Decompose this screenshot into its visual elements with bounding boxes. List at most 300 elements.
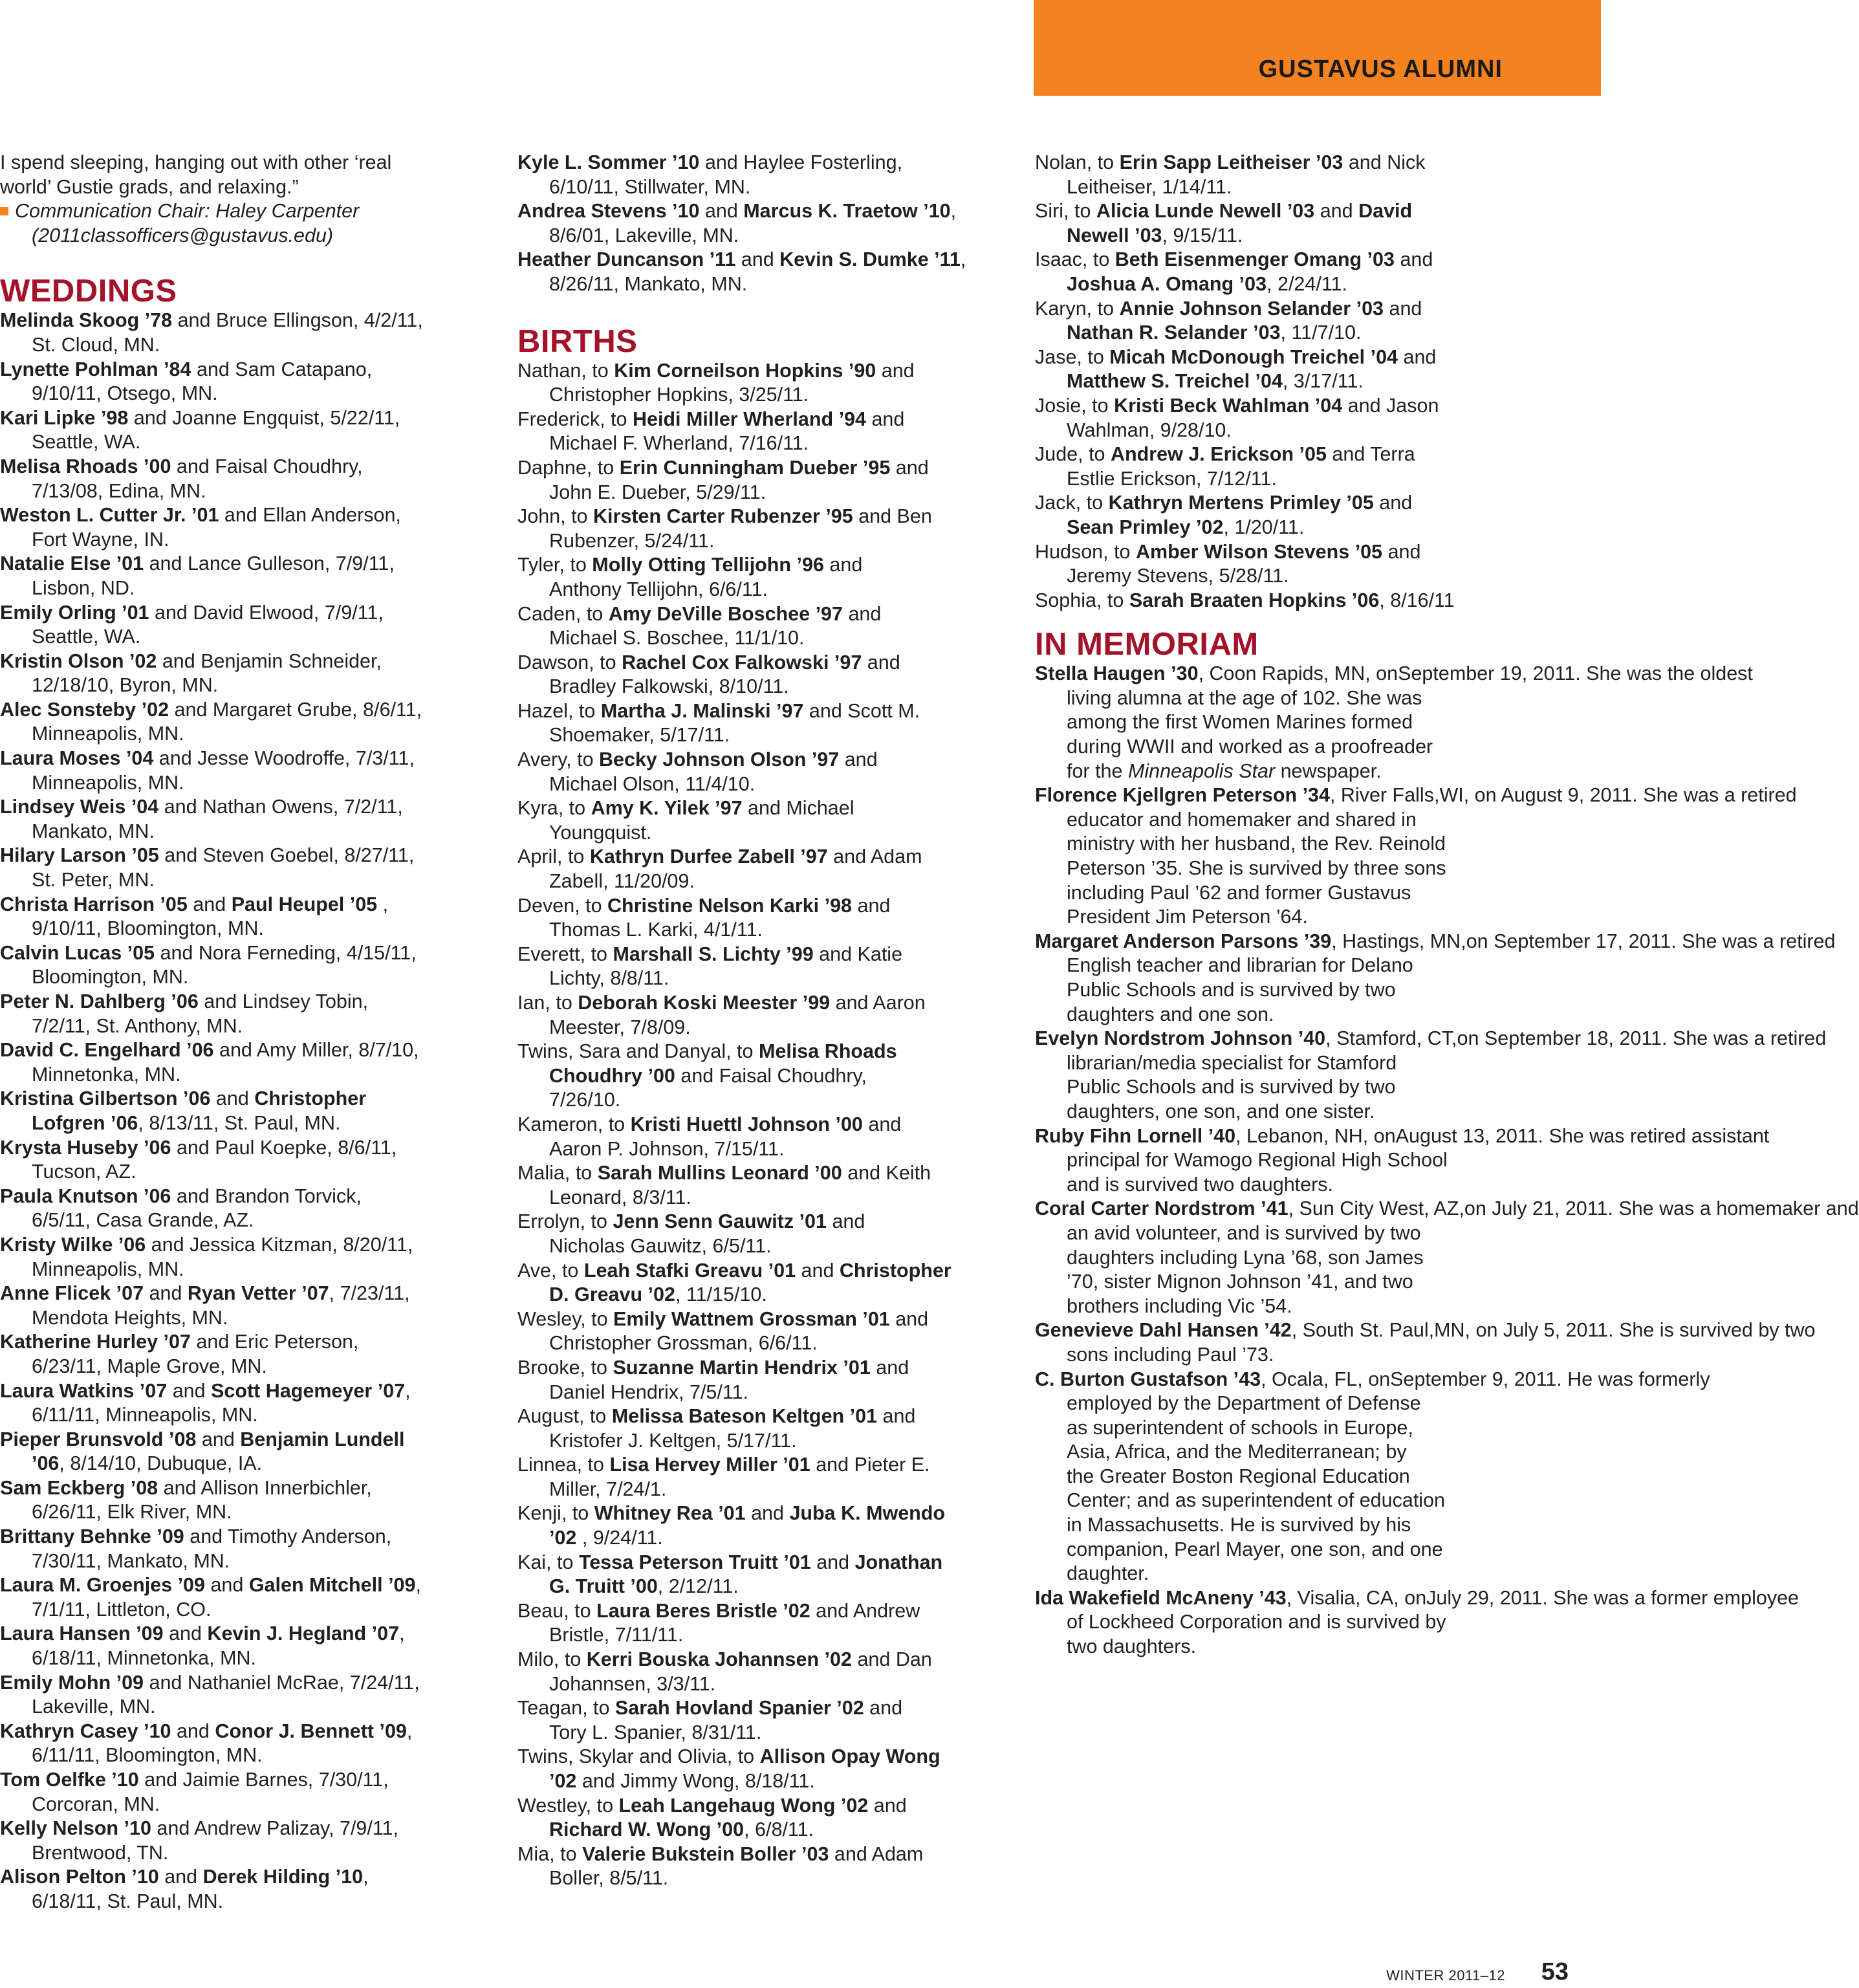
memoriam-entry — [1035, 1027, 1827, 1124]
birth-entry — [517, 505, 1028, 553]
entry-text: Shoemaker, 5/17/11. — [549, 724, 730, 747]
entry-text: John E. Dueber, 5/29/11. — [549, 481, 766, 503]
alumni-name: Kristi Beck Wahlman ’04 — [1114, 394, 1343, 417]
wedding-entry — [517, 151, 1028, 199]
birth-entry — [517, 553, 1028, 602]
memoriam-entry — [1035, 1318, 1816, 1367]
entry-text: 6/11/11, Minneapolis, MN. — [32, 1404, 258, 1426]
wedding-entry — [0, 990, 492, 1038]
alumni-name: Tom Oelfke ’10 — [0, 1769, 139, 1791]
weddings-list — [0, 309, 492, 1914]
entry-text: Lichty, 8/8/11. — [549, 967, 669, 990]
entry-prefix: Josie, to — [1035, 394, 1114, 417]
alumni-name: ’02 — [549, 1527, 577, 1549]
entry-prefix: Kenji, to — [517, 1502, 594, 1525]
entry-text: and Eric Peterson, — [190, 1331, 359, 1353]
entry-prefix: Everett, to — [517, 943, 613, 965]
entry-prefix: Tyler, to — [517, 554, 592, 576]
wedding-entry — [0, 1525, 492, 1573]
entry-text: Seattle, WA. — [32, 626, 141, 648]
alumni-name: Melisa Rhoads ’00 — [0, 455, 171, 477]
entry-text: , 6/8/11. — [744, 1819, 814, 1841]
entry-text: , — [399, 1622, 405, 1645]
birth-entry — [517, 748, 1028, 796]
entry-text: , 9/24/11. — [576, 1527, 663, 1549]
entry-prefix: Jase, to — [1035, 345, 1110, 368]
entry-text: and — [1382, 540, 1421, 563]
intro-line: world’ Gustie grads, and relaxing.” — [0, 175, 299, 198]
entry-text: , 11/7/10. — [1280, 322, 1362, 344]
alumni-name: Allison Opay Wong — [759, 1745, 940, 1768]
birth-entry — [517, 1113, 1028, 1161]
entry-text: 8/6/01, Lakeville, MN. — [549, 224, 739, 246]
entry-text: , — [960, 248, 966, 271]
entry-text: and Faisal Choudhry, — [171, 455, 363, 477]
entry-text: and — [196, 1428, 241, 1450]
entry-text: St. Cloud, MN. — [32, 333, 160, 356]
entry-text: , — [415, 1574, 421, 1597]
entry-text: Corcoran, MN. — [32, 1793, 160, 1815]
wedding-entry — [0, 795, 492, 844]
entry-text: , Lebanon, NH, on — [1235, 1124, 1396, 1147]
entry-text: and — [864, 1697, 903, 1720]
entry-prefix: Milo, to — [517, 1648, 587, 1671]
wedding-entry — [0, 941, 492, 990]
entry-text: and Allison Innerbichler, — [158, 1476, 372, 1499]
entry-prefix: Mia, to — [517, 1842, 583, 1865]
entry-text: 7/26/10. — [549, 1089, 621, 1111]
birth-entry — [1035, 199, 1578, 248]
entry-text: Michael Olson, 11/4/10. — [549, 772, 756, 795]
entry-text: and Adam — [829, 1842, 924, 1865]
wedding-entry — [0, 698, 492, 747]
entry-prefix: Daphne, to — [517, 456, 620, 479]
contact-name: Communication Chair: Haley Carpenter — [15, 200, 360, 223]
entry-text: companion, Pearl Mayer, one son, and one — [1067, 1538, 1443, 1560]
birth-entry — [517, 1259, 1028, 1307]
alumni-name: Erin Sapp Leitheiser ’03 — [1119, 151, 1343, 173]
entry-text: , South St. Paul, — [1291, 1319, 1435, 1342]
wedding-entry — [0, 1428, 492, 1476]
entry-text: and — [865, 408, 905, 430]
birth-entry — [1035, 589, 1578, 613]
weddings-list-continued — [517, 151, 1028, 297]
alumni-name: Erin Cunningham Dueber ’95 — [619, 456, 891, 479]
alumni-name: Amber Wilson Stevens ’05 — [1136, 540, 1383, 563]
alumni-name: Sarah Hovland Spanier ’02 — [614, 1697, 864, 1720]
alumni-name: Alison Pelton ’10 — [0, 1866, 159, 1888]
entry-text: and — [1373, 492, 1413, 514]
alumni-name: Kathryn Casey ’10 — [0, 1720, 171, 1742]
birth-entry — [517, 602, 1028, 651]
entry-text: 9/10/11, Bloomington, MN. — [32, 917, 264, 940]
entry-text: , 9/15/11. — [1162, 224, 1243, 246]
entry-text: on July 21, 2011. She was a homemaker and — [1464, 1197, 1859, 1220]
entry-text: and Katie — [813, 943, 903, 965]
entry-text: librarian/media specialist for Stamford — [1067, 1051, 1397, 1074]
entry-text: and Michael — [742, 797, 854, 820]
alumni-name: G. Truitt ’00 — [549, 1575, 658, 1598]
wedding-entry — [0, 503, 492, 552]
entry-text: , 3/17/11. — [1282, 370, 1364, 393]
entry-text: Thomas L. Karki, 4/1/11. — [549, 919, 763, 941]
wedding-entry — [517, 199, 1028, 248]
alumni-name: Kathryn Mertens Primley ’05 — [1108, 492, 1374, 514]
entry-text: and Haylee Fosterling, — [699, 151, 903, 173]
entry-text: Mankato, MN. — [32, 820, 155, 842]
birth-entry — [517, 1453, 1028, 1502]
birth-entry — [517, 699, 1028, 748]
alumni-name: Amy K. Yilek ’97 — [591, 797, 743, 820]
entry-text: , Hastings, MN, — [1331, 930, 1466, 952]
issue-label: WINTER 2011–12 — [1386, 1967, 1505, 1983]
alumni-name: Calvin Lucas ’05 — [0, 941, 155, 964]
entry-text: daughters and one son. — [1067, 1003, 1274, 1025]
page-number: 53 — [1541, 1958, 1569, 1985]
alumni-name: Christa Harrison ’05 — [0, 893, 188, 915]
alumni-name: Florence Kjellgren Peterson ’34 — [1035, 784, 1330, 807]
entry-text: and Bruce Ellingson, 4/2/11, — [172, 309, 423, 332]
wedding-entry — [0, 1865, 492, 1914]
entry-text: the Greater Boston Regional Education — [1067, 1465, 1410, 1487]
entry-text: Aaron P. Johnson, 7/15/11. — [549, 1137, 785, 1160]
entry-prefix: Dawson, to — [517, 651, 622, 673]
entry-text: , 8/14/10, Dubuque, IA. — [59, 1452, 263, 1475]
entry-prefix: Sophia, to — [1035, 589, 1129, 611]
entry-text: MN, on July 5, 2011. She is survived by two — [1434, 1319, 1816, 1342]
alumni-name: Becky Johnson Olson ’97 — [599, 748, 840, 771]
entry-text: Estlie Erickson, 7/12/11. — [1067, 467, 1277, 490]
entry-prefix: Teagan, to — [517, 1697, 615, 1720]
entry-prefix: Kameron, to — [517, 1113, 631, 1135]
intro-text — [0, 151, 492, 199]
entry-text: and — [823, 554, 863, 576]
birth-entry — [517, 1696, 1028, 1745]
alumni-name: Natalie Else ’01 — [0, 552, 144, 575]
memoriam-entry — [1035, 1124, 1770, 1197]
entry-text: 6/23/11, Maple Grove, MN. — [32, 1355, 267, 1377]
entry-text: and Dan — [851, 1648, 932, 1671]
entry-text: 9/10/11, Otsego, MN. — [32, 382, 218, 405]
entry-prefix: August, to — [517, 1405, 612, 1428]
alumni-name: Kari Lipke ’98 — [0, 406, 129, 429]
entry-text: WI, on August 9, 2011. She was a retired — [1439, 784, 1797, 807]
birth-entry — [517, 1404, 1028, 1453]
entry-text: Leitheiser, 1/14/11. — [1067, 175, 1232, 198]
birth-entry — [517, 1502, 1028, 1550]
entry-text: Minnetonka, MN. — [32, 1063, 181, 1086]
alumni-name: Kelly Nelson ’10 — [0, 1817, 151, 1840]
wedding-entry — [0, 1136, 492, 1185]
alumni-name: Galen Mitchell ’09 — [248, 1574, 416, 1597]
birth-entry — [517, 408, 1028, 456]
entry-text: and — [158, 1866, 203, 1888]
wedding-entry — [0, 1330, 492, 1379]
entry-text: and Pieter E. — [810, 1454, 930, 1476]
alumni-name: Juba K. Mwendo — [789, 1502, 946, 1525]
alumni-name: Coral Carter Nordstrom ’41 — [1035, 1197, 1288, 1220]
alumni-name: Brittany Behnke ’09 — [0, 1525, 184, 1548]
birth-entry — [1035, 248, 1578, 296]
entry-text: newspaper. — [1275, 759, 1382, 782]
entry-text: and — [735, 248, 780, 271]
entry-text: and — [745, 1502, 790, 1525]
entry-text: and is survived two daughters. — [1067, 1173, 1333, 1196]
entry-text: including Paul ’62 and former Gustavus — [1067, 881, 1411, 904]
entry-text: Johannsen, 3/3/11. — [549, 1672, 716, 1695]
entry-prefix: Isaac, to — [1035, 248, 1115, 271]
entry-text: for the — [1067, 759, 1128, 782]
alumni-name: Emily Orling ’01 — [0, 601, 149, 624]
entry-text: brothers including Vic ’54. — [1067, 1294, 1292, 1317]
alumni-name: Scott Hagemeyer ’07 — [211, 1379, 406, 1402]
entry-text: and — [167, 1379, 212, 1402]
entry-text: and Keith — [842, 1162, 931, 1185]
entry-text: and Amy Miller, 8/7/10, — [213, 1039, 419, 1062]
entry-text: Miller, 7/24/1. — [549, 1478, 667, 1500]
birth-entry — [517, 651, 1028, 699]
entry-text: and Paul Koepke, 8/6/11, — [171, 1136, 397, 1159]
entry-text: , Stamford, CT, — [1325, 1027, 1457, 1050]
entry-prefix: Nathan, to — [517, 359, 614, 382]
entry-text: , Sun City West, AZ, — [1288, 1197, 1464, 1220]
alumni-name: Amy DeVille Boschee ’97 — [608, 602, 843, 625]
entry-text: during WWII and worked as a proofreader — [1067, 736, 1433, 758]
alumni-name: Sarah Mullins Leonard ’00 — [597, 1162, 842, 1185]
entry-prefix: Wesley, to — [517, 1307, 614, 1330]
entry-text: , — [377, 893, 389, 915]
entry-text: and Jessica Kitzman, 8/20/11, — [146, 1233, 413, 1256]
alumni-name: Ruby Fihn Lornell ’40 — [1035, 1124, 1236, 1147]
entry-text: Lisbon, ND. — [32, 576, 135, 599]
entry-text: sons including Paul ’73. — [1067, 1343, 1274, 1366]
alumni-name: Peter N. Dahlberg ’06 — [0, 990, 199, 1012]
birth-entry — [1035, 442, 1578, 491]
entry-prefix: Caden, to — [517, 602, 609, 625]
alumni-name: ’02 — [549, 1770, 577, 1792]
entry-text: 6/26/11, Elk River, MN. — [32, 1501, 232, 1524]
entry-prefix: Frederick, to — [517, 408, 633, 430]
alumni-name: Kim Corneilson Hopkins ’90 — [614, 359, 876, 382]
entry-text: Tory L. Spanier, 8/31/11. — [549, 1721, 762, 1743]
wedding-entry — [0, 1379, 492, 1428]
entry-text: , 2/12/11. — [657, 1575, 739, 1598]
entry-prefix: Malia, to — [517, 1162, 598, 1185]
entry-text: 6/18/11, Minnetonka, MN. — [32, 1647, 256, 1670]
entry-text: and Brandon Torvick, — [171, 1185, 362, 1207]
entry-text: Fort Wayne, IN. — [32, 528, 169, 551]
entry-text: and Ellan Anderson, — [219, 504, 401, 527]
alumni-name: Molly Otting Tellijohn ’96 — [592, 554, 824, 576]
entry-text: 7/13/08, Edina, MN. — [32, 479, 206, 502]
alumni-name: Laura M. Groenjes ’09 — [0, 1574, 205, 1597]
entry-text: principal for Wamogo Regional High School — [1067, 1149, 1448, 1172]
entry-prefix: Linnea, to — [517, 1454, 610, 1476]
birth-entry — [517, 1745, 1028, 1793]
alumni-name: Lynette Pohlman ’84 — [0, 358, 191, 380]
entry-text: and Jaimie Barnes, 7/30/11, — [138, 1769, 389, 1791]
entry-text: and David Elwood, 7/9/11, — [149, 601, 384, 624]
wedding-entry — [0, 552, 492, 600]
entry-text: 6/11/11, Bloomington, MN. — [32, 1744, 263, 1767]
entry-text: on September 17, 2011. She was a retired — [1466, 930, 1836, 952]
entry-text: and — [870, 1356, 909, 1379]
entry-text: 8/26/11, Mankato, MN. — [549, 272, 748, 295]
entry-text: and Ben — [853, 505, 932, 528]
entry-text: and Nathan Owens, 7/2/11, — [158, 796, 403, 818]
entry-text: and — [839, 748, 878, 771]
alumni-name: Beth Eisenmenger Omang ’03 — [1114, 248, 1395, 271]
alumni-name: Marshall S. Lichty ’99 — [613, 943, 814, 965]
births-list-continued — [1035, 151, 1578, 613]
alumni-name: Valerie Bukstein Boller ’03 — [582, 1842, 829, 1865]
wedding-entry — [0, 1573, 492, 1622]
alumni-name: Evelyn Nordstrom Johnson ’40 — [1035, 1027, 1326, 1050]
alumni-name: Melinda Skoog ’78 — [0, 309, 173, 332]
memoriam-entry — [1035, 662, 1753, 783]
entry-text: and — [810, 1551, 855, 1573]
entry-prefix: Kyra, to — [517, 797, 591, 820]
alumni-name: Lindsey Weis ’04 — [0, 796, 159, 818]
entry-text: , — [363, 1866, 369, 1888]
memoriam-heading: IN MEMORIAM — [1035, 627, 1259, 662]
entry-text: and Jason — [1342, 394, 1439, 417]
entry-prefix: Hudson, to — [1035, 540, 1136, 563]
alumni-name: Joshua A. Omang ’03 — [1067, 272, 1267, 295]
entry-text: and Jesse Woodroffe, 7/3/11, — [153, 747, 415, 770]
entry-text: and — [1394, 248, 1433, 271]
entry-text: and Joanne Engquist, 5/22/11, — [128, 406, 400, 429]
entry-text: and — [862, 1113, 902, 1135]
birth-entry — [517, 1842, 1028, 1891]
wedding-entry — [517, 248, 1028, 296]
entry-text: Bradley Falkowski, 8/10/11. — [549, 675, 789, 698]
alumni-name: ’06 — [32, 1452, 60, 1475]
entry-prefix: Ave, to — [517, 1259, 584, 1282]
birth-entry — [517, 1210, 1028, 1258]
entry-text: Brentwood, TN. — [32, 1841, 169, 1864]
alumni-name: Rachel Cox Falkowski ’97 — [622, 651, 862, 673]
alumni-name: Annie Johnson Selander ’03 — [1119, 297, 1384, 320]
entry-text: and Scott M. — [803, 699, 920, 722]
alumni-name: Suzanne Martin Hendrix ’01 — [613, 1356, 871, 1379]
entry-text: Christopher Hopkins, 3/25/11. — [549, 384, 809, 406]
alumni-name: Genevieve Dahl Hansen ’42 — [1035, 1319, 1292, 1342]
alumni-name: Hilary Larson ’05 — [0, 844, 159, 867]
entry-text: and Nick — [1343, 151, 1426, 173]
wedding-entry — [0, 650, 492, 698]
memoriam-list — [1035, 662, 1859, 1659]
births-heading: BIRTHS — [517, 323, 638, 359]
entry-text: an avid volunteer, and is survived by two — [1067, 1221, 1421, 1244]
entry-text: Meester, 7/8/09. — [549, 1016, 691, 1038]
entry-text: Daniel Hendrix, 7/5/11. — [549, 1381, 748, 1403]
wedding-entry — [0, 1768, 492, 1817]
entry-text: and — [1384, 297, 1422, 320]
memoriam-entry — [1035, 1586, 1799, 1659]
alumni-name: Derek Hilding ’10 — [202, 1866, 364, 1888]
entry-text: 7/30/11, Mankato, MN. — [32, 1549, 230, 1572]
entry-text: , 2/24/11. — [1267, 272, 1347, 295]
alumni-name: Micah McDonough Treichel ’04 — [1109, 345, 1398, 368]
entry-text: and — [876, 359, 915, 382]
alumni-name: Andrea Stevens ’10 — [517, 200, 700, 223]
section-title: GUSTAVUS ALUMNI — [1258, 56, 1503, 83]
entry-text: Mendota Heights, MN. — [32, 1306, 228, 1329]
alumni-name: Heather Duncanson ’11 — [517, 248, 736, 271]
entry-text: , Visalia, CA, on — [1286, 1586, 1427, 1609]
entry-text: and — [890, 456, 929, 479]
alumni-name: Newell ’03 — [1067, 224, 1162, 246]
entry-text: Michael S. Boschee, 11/1/10. — [549, 627, 805, 650]
entry-text: and — [171, 1720, 215, 1742]
entry-text: of Lockheed Corporation and is survived by — [1067, 1611, 1446, 1633]
contact-email: (2011classofficers@gustavus.edu) — [32, 224, 334, 246]
entry-text: daughters including Lyna ’68, son James — [1067, 1246, 1424, 1269]
alumni-name: Kirsten Carter Rubenzer ’95 — [593, 505, 853, 528]
entry-text: , — [950, 200, 957, 223]
entry-prefix: Jack, to — [1035, 492, 1109, 514]
alumni-name: Laura Hansen ’09 — [0, 1622, 164, 1645]
entry-text: English teacher and librarian for Delano — [1067, 954, 1413, 977]
alumni-name: Martha J. Malinski ’97 — [600, 699, 804, 722]
entry-text: on September 18, 2011. She was a retired — [1457, 1027, 1827, 1050]
alumni-name: D. Greavu ’02 — [549, 1283, 675, 1306]
alumni-name: Sarah Braaten Hopkins ’06 — [1129, 589, 1380, 611]
entry-prefix: Karyn, to — [1035, 297, 1120, 320]
birth-entry — [517, 1356, 1028, 1404]
entry-text: daughters, one son, and one sister. — [1067, 1100, 1375, 1122]
alumni-name: Lisa Hervey Miller ’01 — [609, 1454, 810, 1476]
birth-entry — [517, 796, 1028, 845]
entry-text: Jeremy Stevens, 5/28/11. — [1067, 565, 1289, 587]
alumni-name: Leah Stafki Greavu ’01 — [583, 1259, 796, 1282]
wedding-entry — [0, 1282, 492, 1330]
column-3 — [1035, 151, 1859, 1659]
memoriam-entry — [1035, 1197, 1859, 1318]
wedding-entry — [0, 747, 492, 795]
entry-text: and Andrew — [810, 1599, 920, 1622]
entry-text: and Andrew Palizay, 7/9/11, — [151, 1817, 398, 1840]
alumni-name: Laura Watkins ’07 — [0, 1379, 168, 1402]
birth-entry — [517, 456, 1028, 505]
entry-text: September 19, 2011. She was the oldest — [1398, 662, 1753, 685]
entry-prefix: Hazel, to — [517, 699, 601, 722]
alumni-name: Sean Primley ’02 — [1067, 516, 1224, 538]
alumni-name: Stella Haugen ’30 — [1035, 662, 1199, 685]
alumni-name: Jonathan — [854, 1551, 943, 1573]
alumni-name: Christine Nelson Karki ’98 — [607, 894, 853, 917]
entry-prefix: Deven, to — [517, 894, 608, 917]
birth-entry — [517, 894, 1028, 943]
entry-text: Minneapolis, MN. — [32, 1258, 184, 1280]
alumni-name: Tessa Peterson Truitt ’01 — [578, 1551, 811, 1573]
wedding-entry — [0, 1233, 492, 1282]
communication-chair — [0, 199, 492, 248]
birth-entry — [517, 1161, 1028, 1210]
alumni-name: Kerri Bouska Johannsen ’02 — [586, 1648, 852, 1671]
entry-text: and Margaret Grube, 8/6/11, — [169, 698, 422, 721]
memoriam-entry — [1035, 1368, 1710, 1586]
alumni-name: Kathryn Durfee Zabell ’97 — [589, 846, 828, 868]
alumni-name: Marcus K. Traetow ’10 — [743, 200, 951, 223]
entry-text: , 1/20/11. — [1223, 516, 1305, 538]
entry-text: and Nathaniel McRae, 7/24/11, — [144, 1671, 420, 1694]
entry-text: Boller, 8/5/11. — [549, 1867, 669, 1890]
wedding-entry — [0, 1476, 492, 1525]
entry-text: , — [405, 1379, 411, 1402]
alumni-name: Laura Beres Bristle ’02 — [596, 1599, 810, 1622]
